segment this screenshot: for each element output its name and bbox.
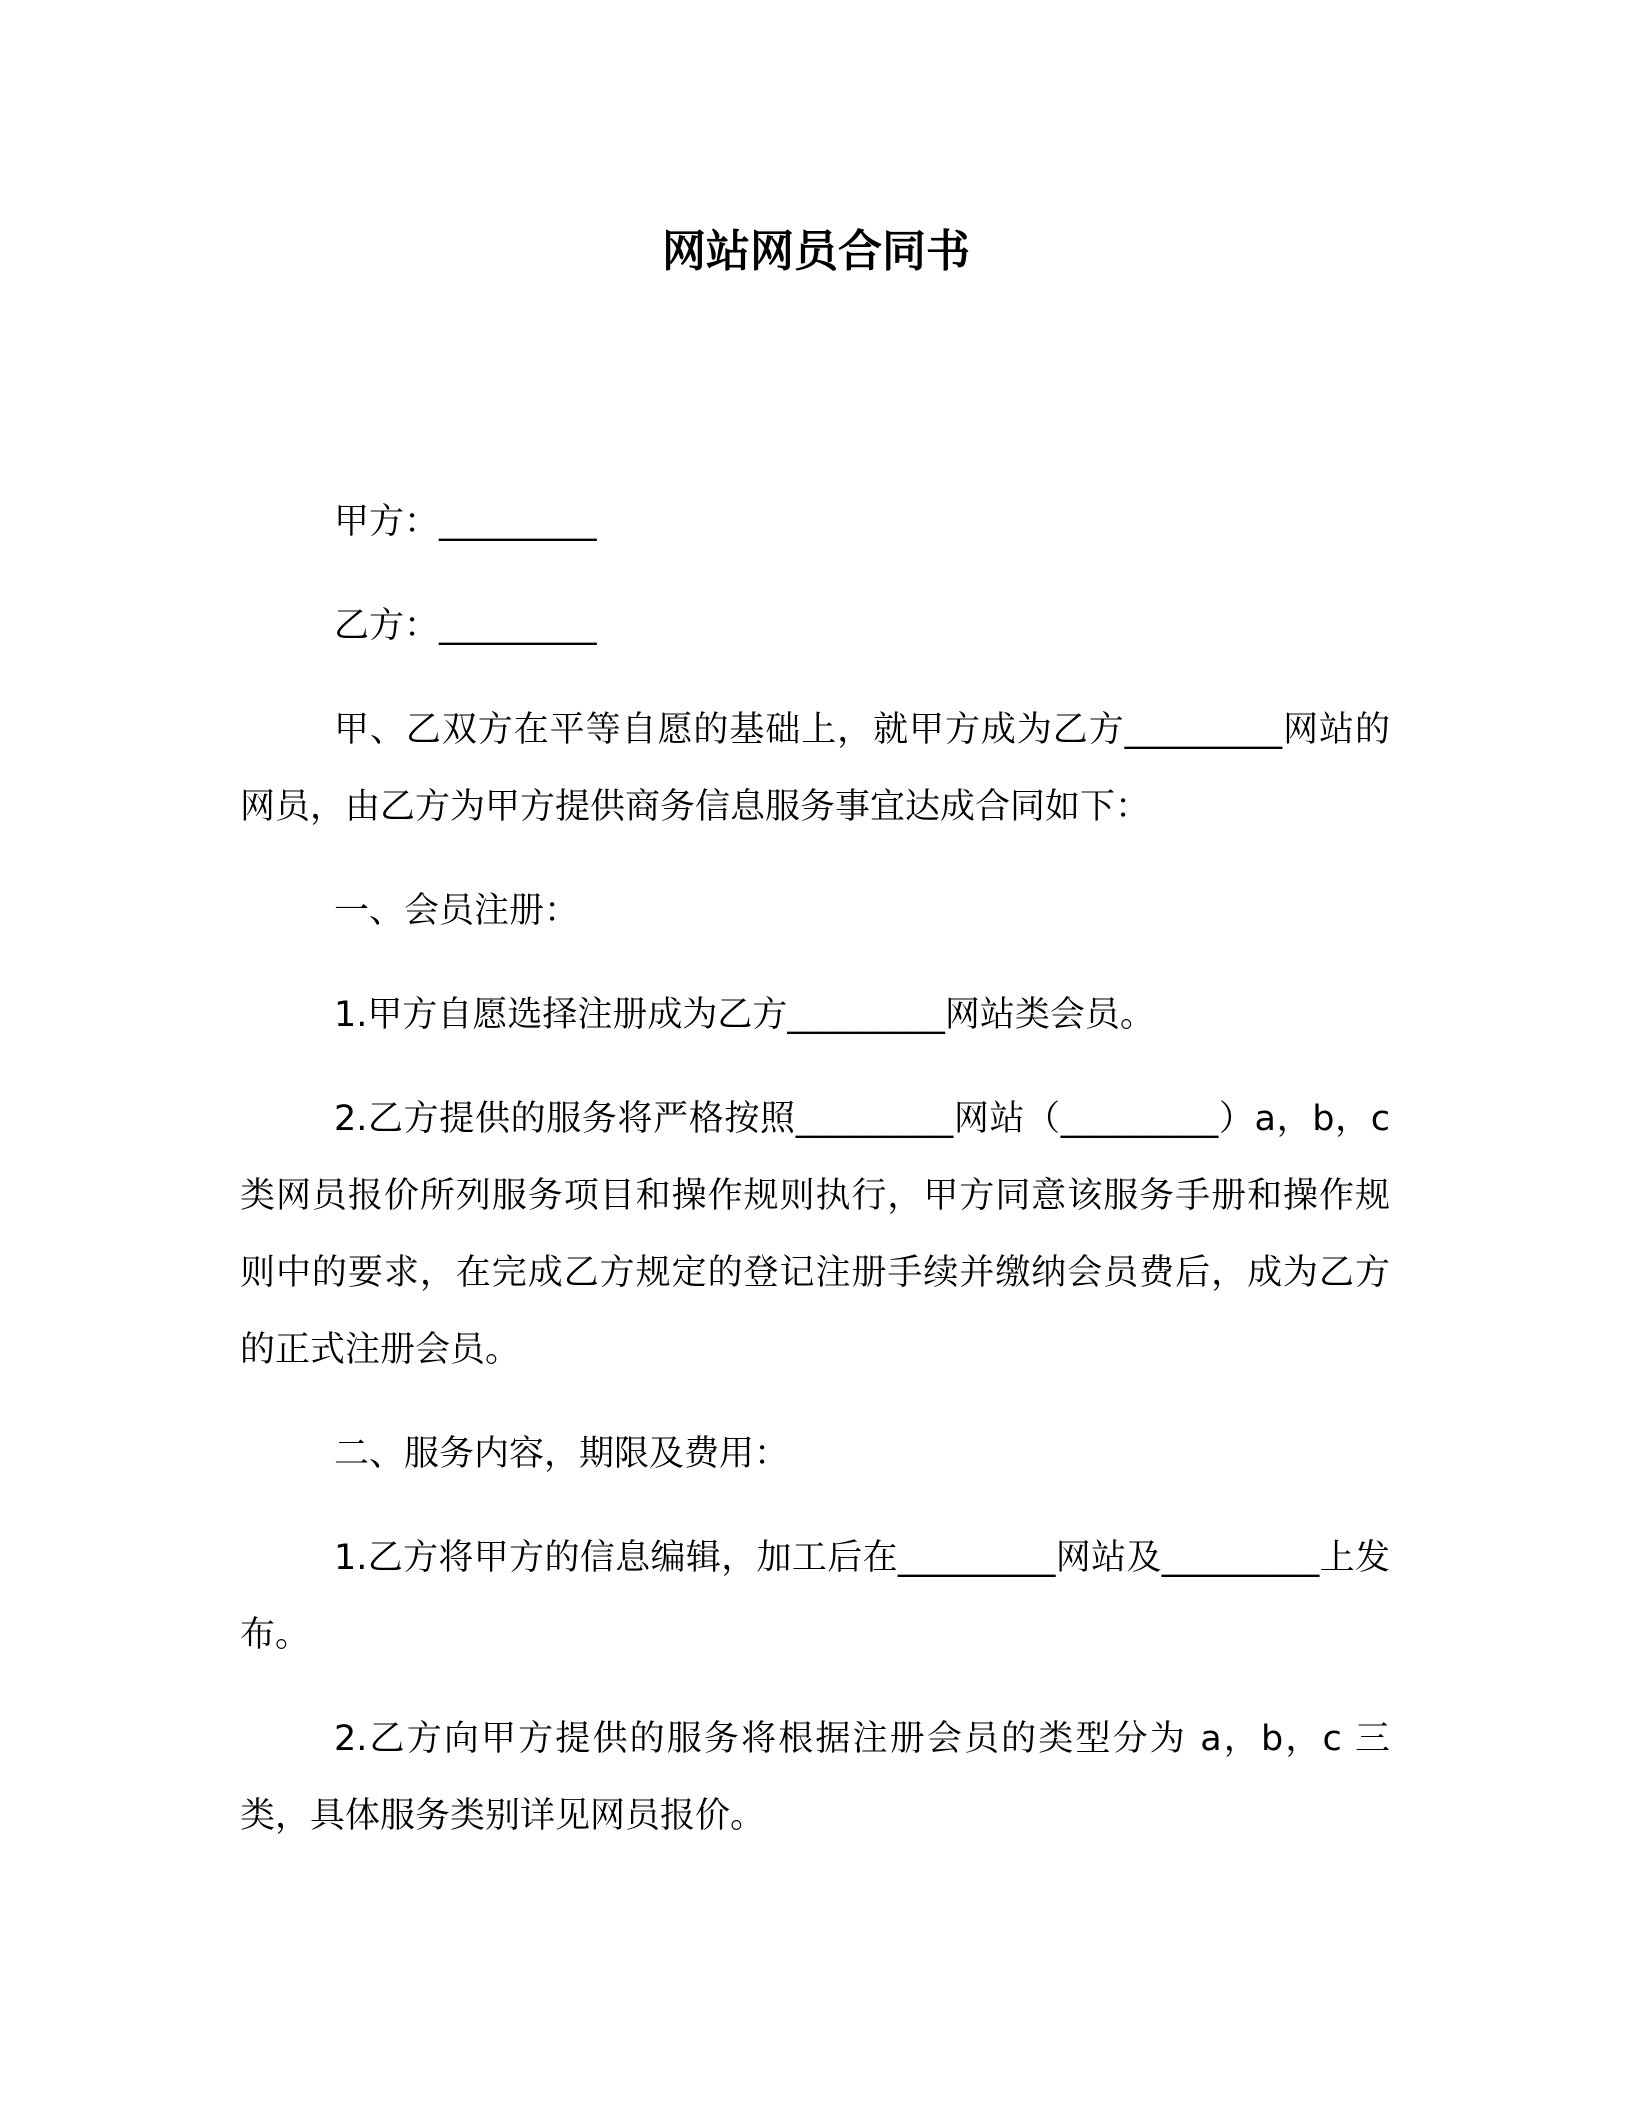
clause-1-1: 1.甲方自愿选择注册成为乙方_________网站类会员。 [334,995,1155,1035]
clause-2-1: 1.乙方将甲方的信息编辑，加工后在_________网站及_________上发布。 [240,1538,1390,1655]
section-heading-registration: 一、会员注册： [334,891,580,931]
document-body [240,484,1390,1882]
preamble-paragraph: 甲、乙双方在平等自愿的基础上，就甲方成为乙方_________网站的网员，由乙方为甲方提供商务信息服务事宜达成合同如下： [240,710,1390,827]
document-title: 网站网员合同书 [662,226,970,277]
section-heading-services: 二、服务内容，期限及费用： [334,1434,790,1474]
clause-1-2: 2.乙方提供的服务将严格按照_________网站（_________）a，b，c 类网员报价所列服务项目和操作规则执行，甲方同意该服务手册和操作规则中的要求，在完成乙方规定的登记注册手续并缴纳会员费后，成为乙方的正式注册会员。 [240,1099,1390,1370]
party-b-line: 乙方：_________ [334,606,597,646]
clause-2-2: 2.乙方向甲方提供的服务将根据注册会员的类型分为 a，b，c 三类，具体服务类别详见网员报价。 [240,1719,1390,1836]
party-a-line: 甲方：_________ [334,502,597,542]
